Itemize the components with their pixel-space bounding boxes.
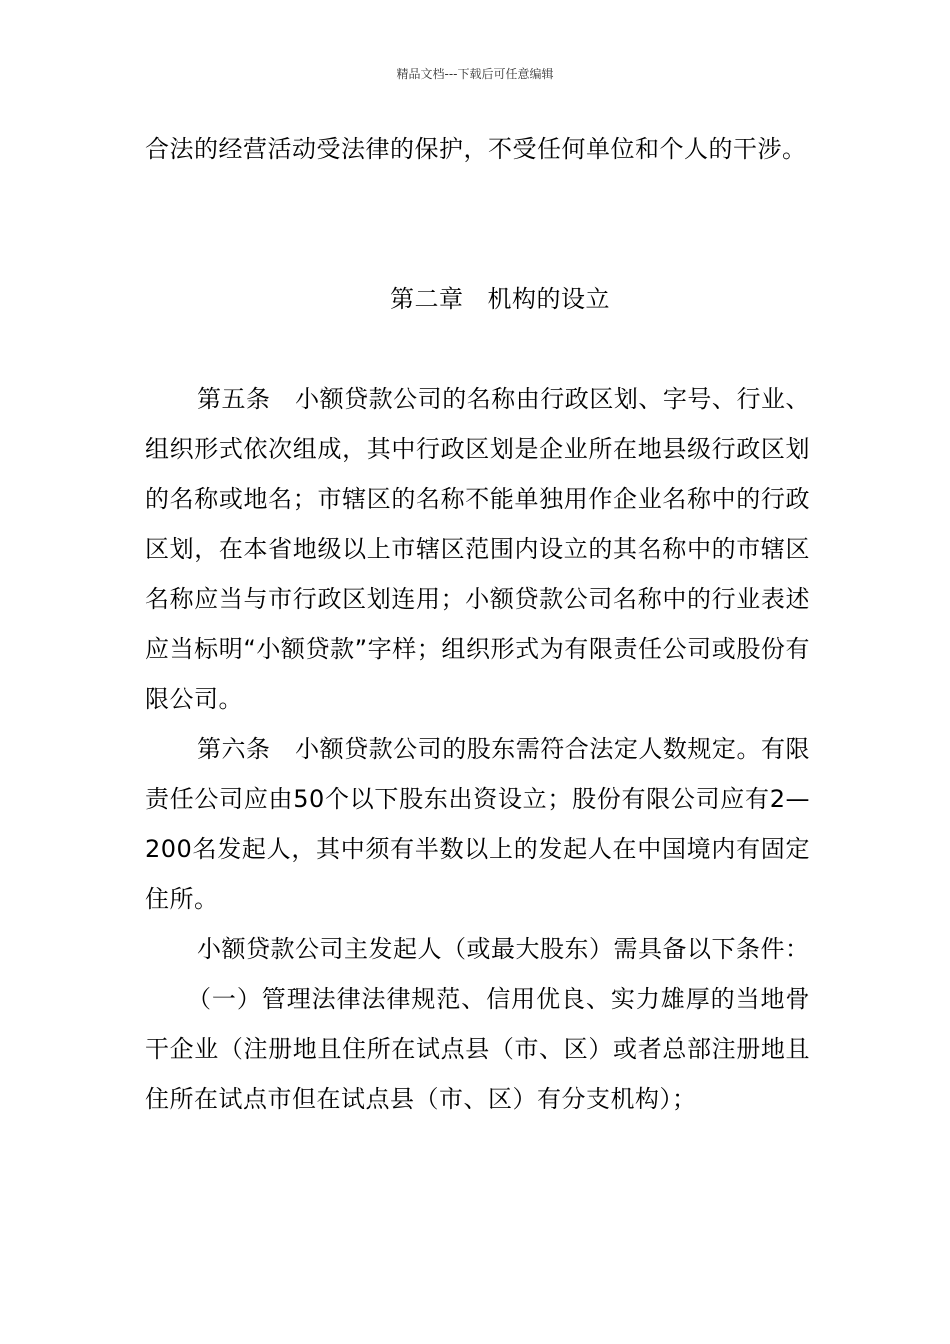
article-paragraph: （一）管理法律法律规范、信用优良、实力雄厚的当地骨干企业（注册地且住所在试点县（市、区）或者总部注册地且住所在试点市但在试点县（市、区）有分支机构）；: [145, 985, 810, 1113]
continuation-block: [145, 124, 810, 174]
article-paragraph: 小额贷款公司主发起人（或最大股东）需具备以下条件：: [197, 935, 810, 963]
article-paragraph: 第六条 小额贷款公司的股东需符合法定人数规定。有限责任公司应由50个以下股东出资设立；股份有限公司应有2—200名发起人，其中须有半数以上的发起人在中国境内有固定住所。: [145, 735, 810, 913]
chapter-title: 机构的设立: [487, 285, 610, 313]
continuation-paragraph: 合法的经营活动受法律的保护，不受任何单位和个人的干涉。: [145, 135, 807, 163]
article-block: [145, 374, 810, 1124]
page-header: 精品文档---下载后可任意编辑: [396, 67, 554, 81]
chapter-number: 第二章: [390, 285, 464, 313]
article-paragraph: 第五条 小额贷款公司的名称由行政区划、字号、行业、组织形式依次组成，其中行政区划是企业所在地县级行政区划的名称或地名；市辖区的名称不能单独用作企业名称中的行政区划，在本省地级以上市辖区范围内设立的其名称中的市辖区名称应当与市行政区划连用；小额贷款公司名称中的行业表述应当标明“小额贷款”字样；组织形式为有限责任公司或股份有限公司。: [145, 385, 810, 713]
chapter-heading: [0, 274, 950, 324]
